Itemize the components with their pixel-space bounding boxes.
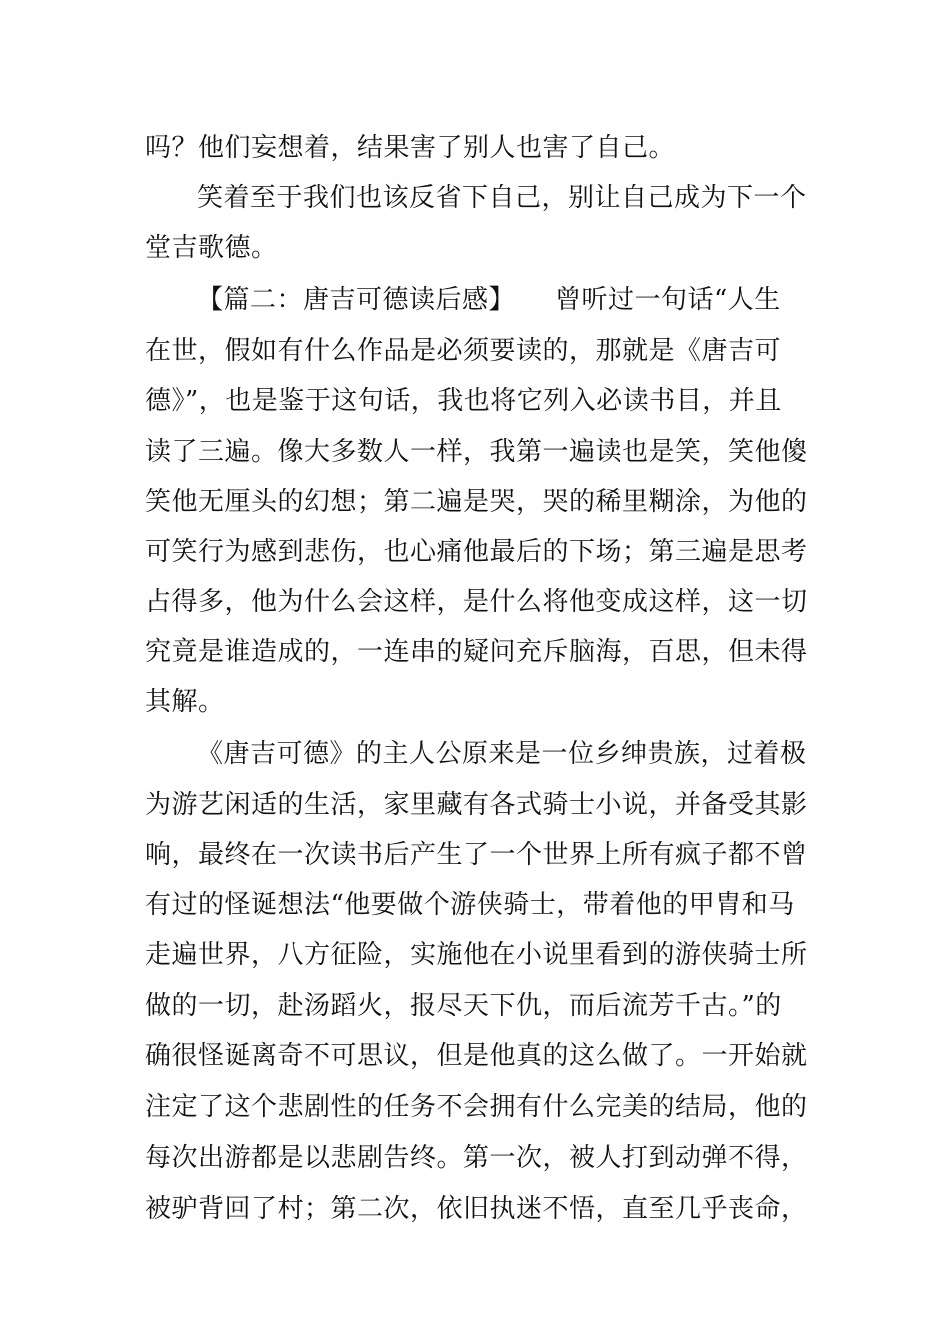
text-line: 读了三遍。像大多数人一样，我第一遍读也是笑，笑他傻	[145, 437, 808, 467]
text-line: 走遍世界，八方征险，实施他在小说里看到的游侠骑士所	[145, 940, 808, 970]
text-line: 笑他无厘头的幻想；第二遍是哭，哭的稀里糊涂，为他的	[145, 487, 808, 517]
text-line: 德》”，也是鉴于这句话，我也将它列入必读书目，并且	[145, 386, 782, 416]
text-line: 确很怪诞离奇不可思议，但是他真的这么做了。一开始就	[145, 1041, 808, 1071]
text-line: 吗？他们妄想着，结果害了别人也害了自己。	[145, 133, 676, 163]
text-line: 有过的怪诞想法“他要做个游侠骑士，带着他的甲胄和马	[145, 890, 795, 920]
text-line: 究竟是谁造成的，一连串的疑问充斥脑海，百思，但未得	[145, 637, 808, 667]
text-line: 被驴背回了村；第二次，依旧执迷不悟，直至几乎丧命，	[145, 1194, 808, 1224]
text-line: 其解。	[145, 687, 225, 717]
text-line: 占得多，他为什么会这样，是什么将他变成这样，这一切	[145, 587, 808, 617]
paragraph-start-line: 笑着至于我们也该反省下自己，别让自己成为下一个	[197, 183, 807, 213]
text-line: 响，最终在一次读书后产生了一个世界上所有疯子都不曾	[145, 840, 808, 870]
text-line: 每次出游都是以悲剧告终。第一次，被人打到动弹不得，	[145, 1143, 808, 1173]
section-heading-line: 【篇二：唐吉可德读后感】 曾听过一句话“人生	[197, 285, 781, 315]
text-line: 做的一切，赴汤蹈火，报尽天下仇，而后流芳千古。”的	[145, 991, 782, 1021]
text-line: 在世，假如有什么作品是必须要读的，那就是《唐吉可	[145, 336, 782, 366]
text-line: 注定了这个悲剧性的任务不会拥有什么完美的结局，他的	[145, 1092, 808, 1122]
text-line: 为游艺闲适的生活，家里藏有各式骑士小说，并备受其影	[145, 790, 808, 820]
text-line: 可笑行为感到悲伤，也心痛他最后的下场；第三遍是思考	[145, 537, 808, 567]
text-line: 堂吉歌德。	[145, 233, 278, 263]
paragraph-start-line: 《唐吉可德》的主人公原来是一位乡绅贵族，过着极	[197, 739, 807, 769]
